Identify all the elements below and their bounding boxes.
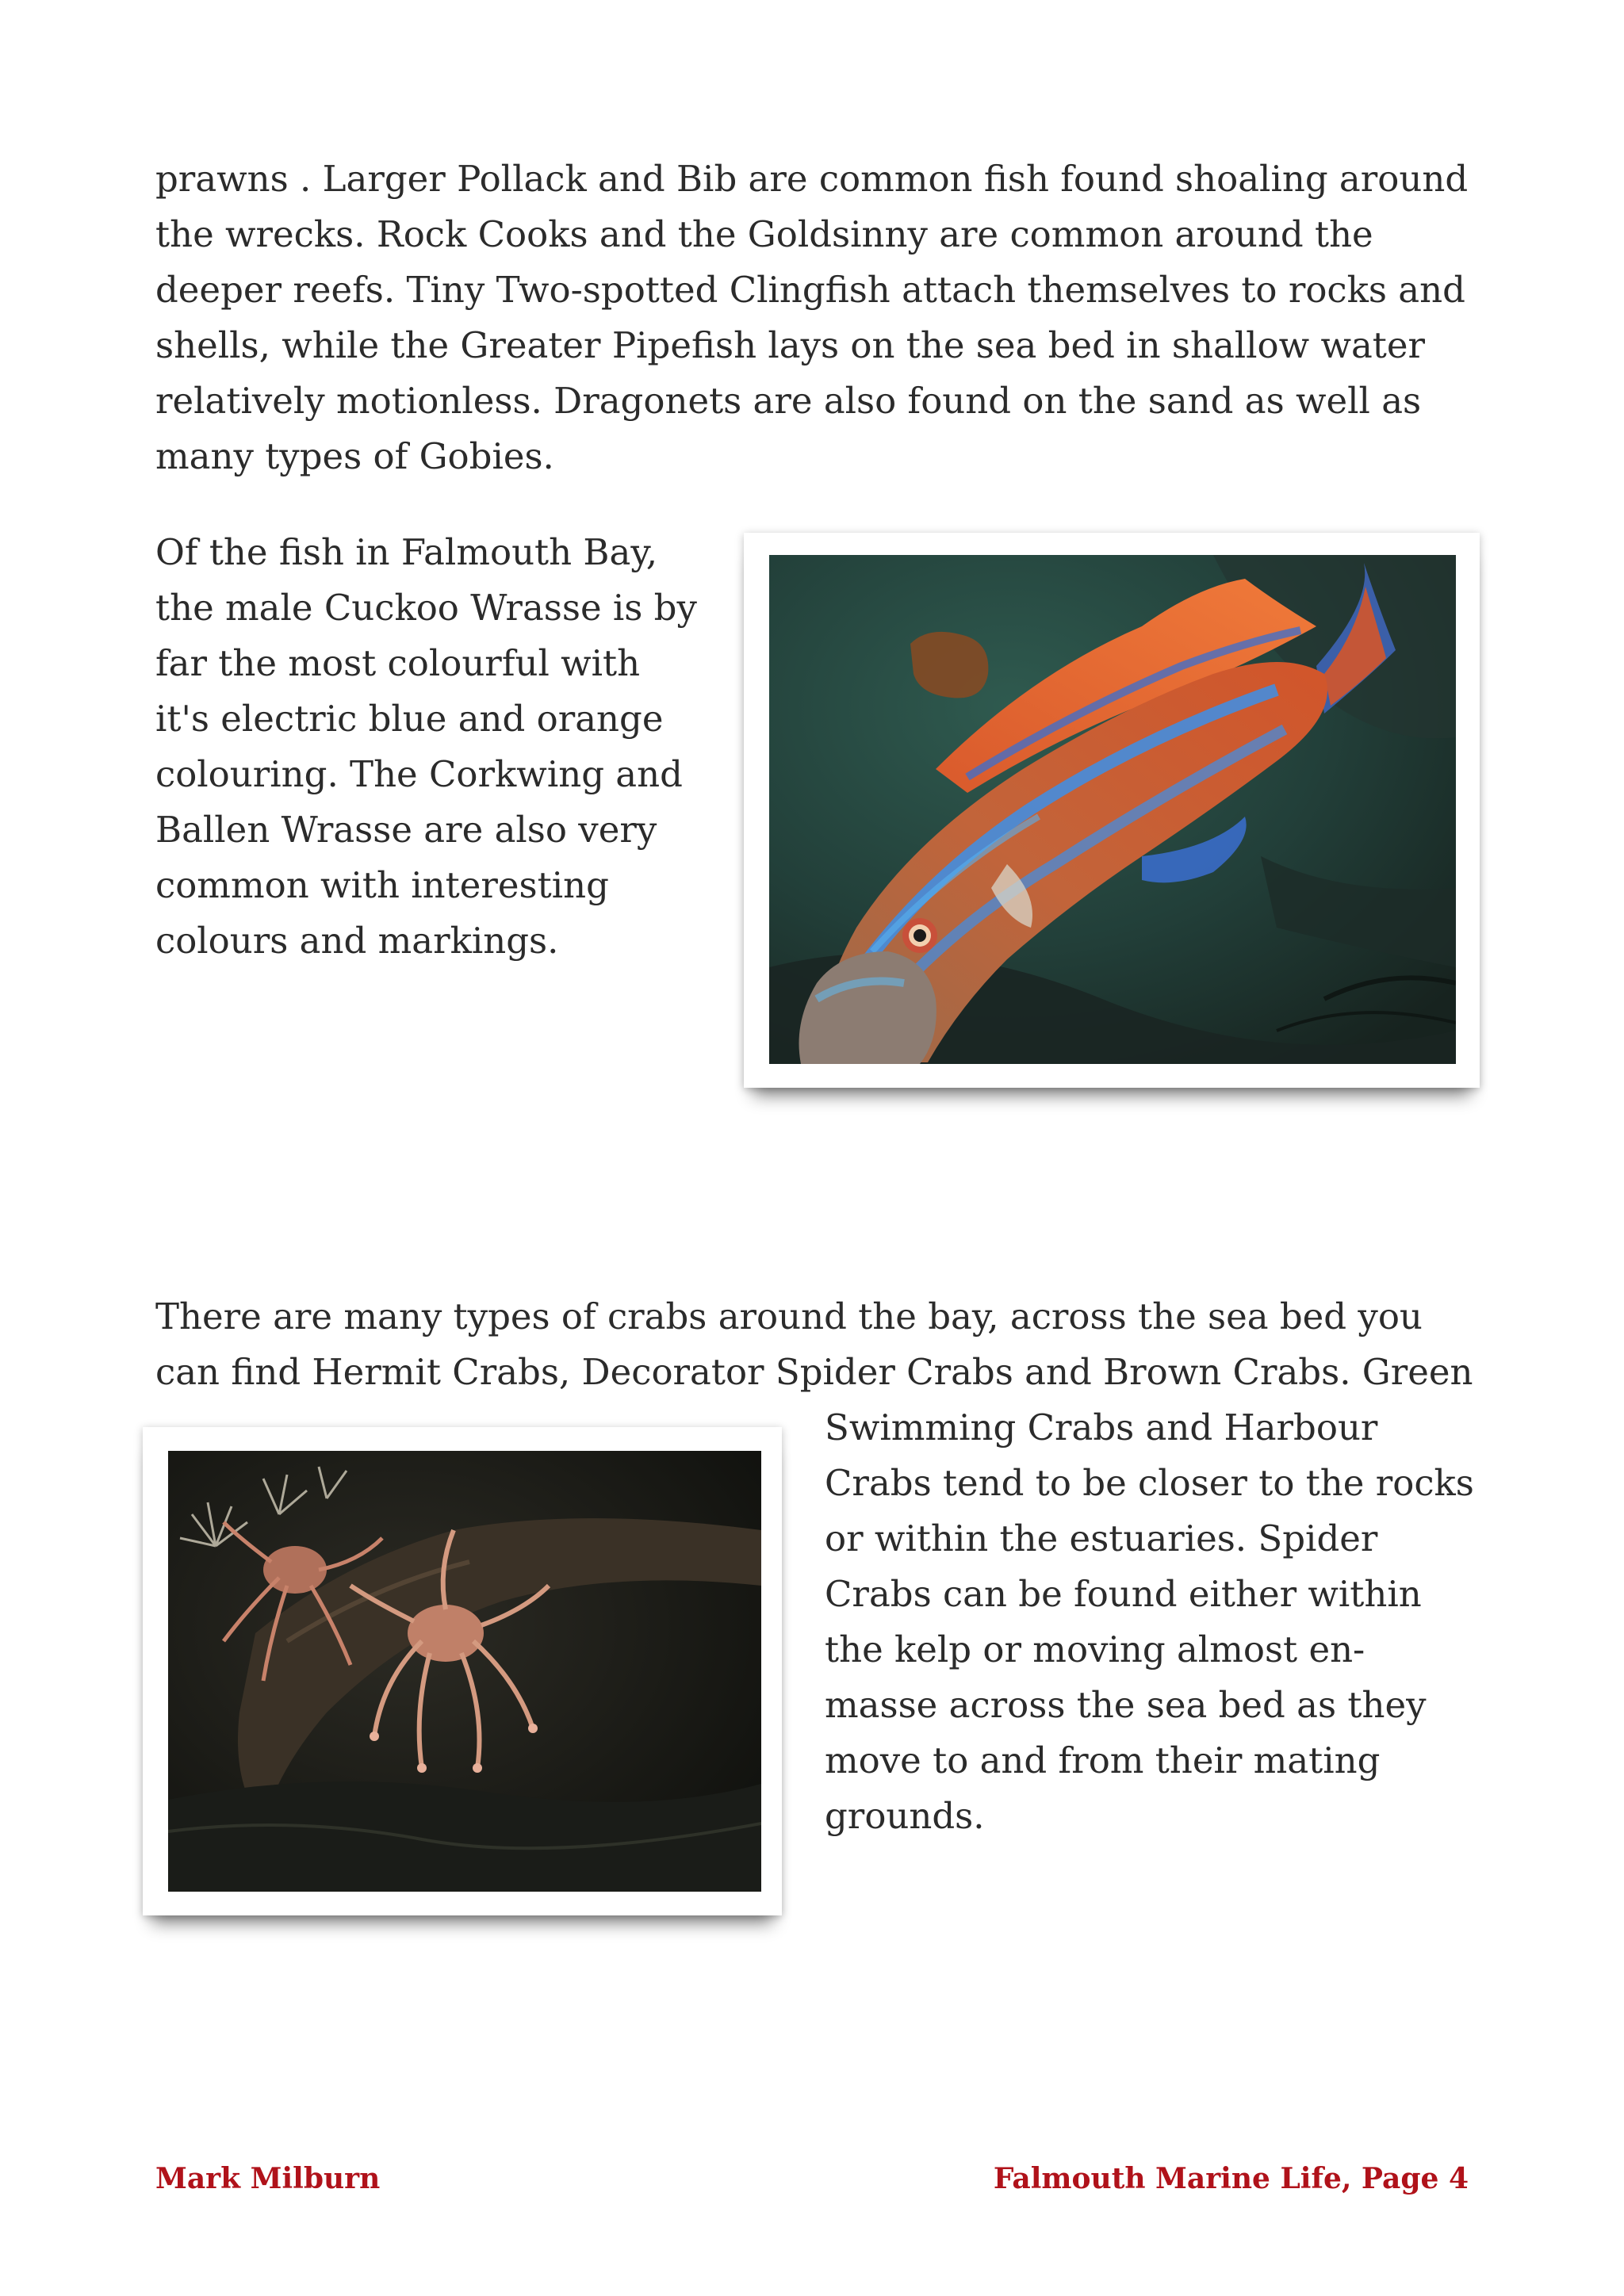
text-line: Crabs tend to be closer to the rocks: [825, 1462, 1474, 1504]
crabs-detail-paragraph: [825, 1400, 1474, 1844]
text-line: the kelp or moving almost en-: [825, 1628, 1365, 1670]
text-line: colours and markings.: [155, 920, 559, 962]
footer-page-label: Falmouth Marine Life, Page 4: [993, 2162, 1469, 2195]
text-line: many types of Gobies.: [155, 435, 554, 477]
text-line: it's electric blue and orange: [155, 698, 664, 740]
spider-crab-photo: [168, 1451, 761, 1892]
text-line: the male Cuckoo Wrasse is by: [155, 587, 697, 629]
text-line: Swimming Crabs and Harbour: [825, 1406, 1378, 1448]
cuckoo-wrasse-illustration: [769, 555, 1456, 1064]
text-line: move to and from their mating: [825, 1739, 1381, 1781]
wrasse-paragraph: [155, 525, 697, 969]
text-line: shells, while the Greater Pipefish lays on the sea bed in shallow water: [155, 324, 1426, 366]
text-line: the wrecks. Rock Cooks and the Goldsinny are common around the: [155, 213, 1373, 255]
text-line: relatively motionless. Dragonets are also found on the sand as well as: [155, 380, 1422, 422]
cuckoo-wrasse-photo: [769, 555, 1456, 1064]
text-line: colouring. The Corkwing and: [155, 753, 683, 795]
text-line: deeper reefs. Tiny Two-spotted Clingfish attach themselves to rocks and: [155, 269, 1465, 311]
text-line: masse across the sea bed as they: [825, 1684, 1427, 1726]
text-line: Of the fish in Falmouth Bay,: [155, 531, 658, 573]
text-line: far the most colourful with: [155, 642, 641, 684]
text-line: can find Hermit Crabs, Decorator Spider Crabs and Brown Crabs. Green: [155, 1351, 1473, 1393]
text-line: Ballen Wrasse are also very: [155, 809, 657, 851]
text-line: There are many types of crabs around the bay, across the sea bed you: [155, 1295, 1423, 1337]
footer-author: Mark Milburn: [155, 2162, 381, 2195]
crab-photo-frame: [143, 1427, 782, 1915]
intro-paragraph: [155, 151, 1468, 484]
text-line: or within the estuaries. Spider: [825, 1517, 1378, 1559]
wrasse-photo-frame: [744, 533, 1480, 1088]
text-line: common with interesting: [155, 864, 609, 906]
text-line: prawns . Larger Pollack and Bib are common fish found shoaling around: [155, 158, 1469, 200]
crabs-intro-paragraph: [155, 1289, 1473, 1400]
text-line: Crabs can be found either within: [825, 1573, 1422, 1615]
spider-crab-illustration: [168, 1451, 761, 1892]
text-line: grounds.: [825, 1795, 985, 1837]
